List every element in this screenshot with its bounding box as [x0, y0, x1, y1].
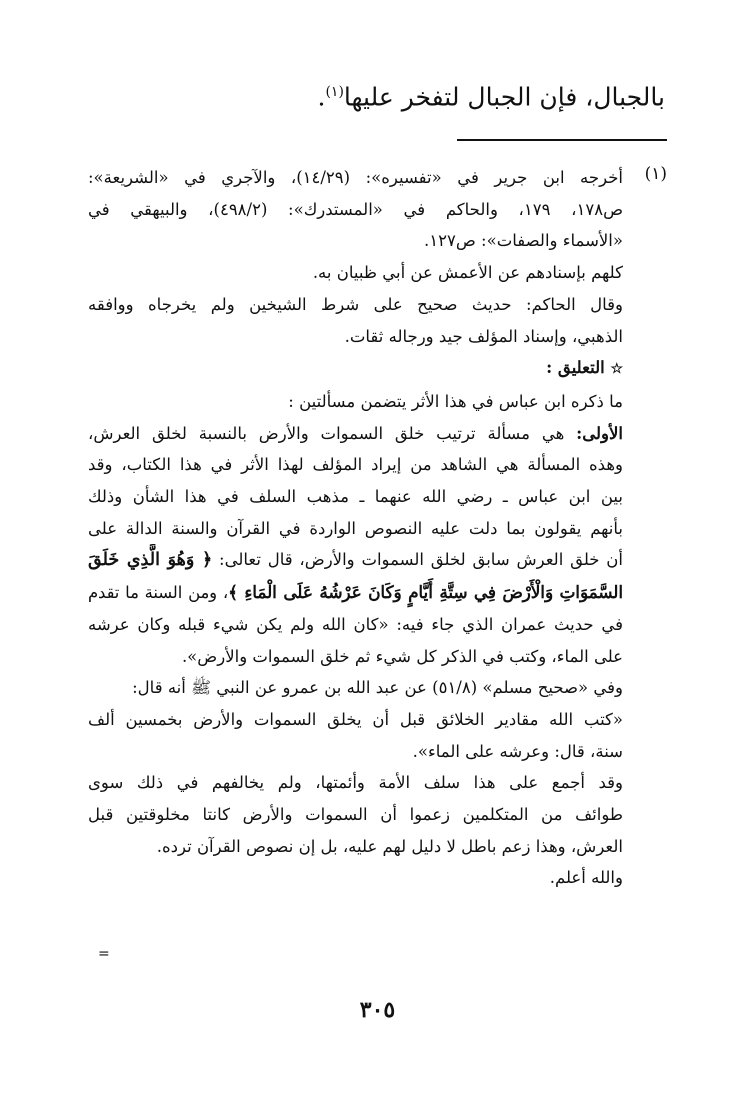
- first-issue-text: هي مسألة ترتيب خلق السموات والأرض بالنسبة لخلق العرش،: [88, 423, 565, 443]
- intro-line: ما ذكره ابن عباس في هذا الأثر يتضمن مسألتين :: [288, 391, 623, 411]
- verse-after: ، ومن السنة ما تقدم: [88, 583, 229, 603]
- first-issue-line: [88, 418, 623, 450]
- footnote-line-5: وقال الحاكم: حديث صحيح على شرط الشيخين ولم يخرجاه ووافقه: [88, 294, 623, 314]
- footnote-body: [88, 162, 623, 894]
- quran-verse-part-1: ﴿ وَهُوَ الَّذِي خَلَقَ: [88, 550, 213, 571]
- paragraph-line-2: بين ابن عباس ـ رضي الله عنهما ـ مذهب السلف في هذا الشأن وذلك: [88, 487, 623, 507]
- consensus-line-3: العرش، وهذا زعم باطل لا دليل لهم عليه، بل إن نصوص القرآن ترده.: [156, 836, 623, 856]
- verse-intro-line: [88, 544, 623, 577]
- footnote-separator: [457, 139, 667, 141]
- consensus-line-1: وقد أجمع على هذا سلف الأمة وأئمتها، ولم يخالفهم في ذلك سوى: [88, 773, 623, 793]
- footnote-line-6: الذهبي، وإسناد المؤلف جيد ورجاله ثقات.: [344, 326, 623, 346]
- ta3liq-heading-line: [88, 352, 623, 386]
- hadith-line-2: على الماء، وكتب في الذكر كل شيء ثم خلق السموات والأرض».: [181, 646, 623, 666]
- footnote-line-2: ص١٧٨، ١٧٩، والحاكم في «المستدرك»: (٤٩٨/٢)، والبيهقي في: [88, 199, 623, 219]
- hadith-line-1: في حديث عمران الذي جاء فيه: «كان الله ولم يكن شيء قبله وكان عرشه: [88, 614, 623, 634]
- footnote-line-1: أخرجه ابن جرير في «تفسيره»: (١٤/٢٩)، والآجري في «الشريعة»:: [88, 168, 623, 187]
- star-icon: ☆: [610, 361, 623, 378]
- consensus-line-2: طوائف من المتكلمين زعموا أن السموات والأرض كانتا مخلوقتين قبل: [88, 805, 623, 825]
- footnote-line-4: كلهم بإسنادهم عن الأعمش عن أبي ظبيان به.: [312, 263, 623, 283]
- paragraph-line-1: وهذه المسألة هي الشاهد من إيراد المؤلف لهذا الأثر في هذا الكتاب، وقد: [88, 455, 623, 475]
- main-text: بالجبال، فإن الجبال لتفخر عليها: [343, 82, 665, 112]
- ta3liq-heading: التعليق :: [546, 358, 605, 378]
- hadith-line-3: وفي «صحيح مسلم» (٥١/٨) عن عبد الله بن عمرو عن النبي ﷺ أنه قال:: [132, 678, 623, 698]
- footnote-line-3: «الأسماء والصفات»: ص١٢٧.: [424, 231, 623, 251]
- main-text-line: [85, 72, 665, 117]
- quran-verse-part-2: السَّمَوَاتِ وَالْأَرْضَ فِي سِتَّةِ أَيَّامٍ وَكَانَ عَرْشُهُ عَلَى الْمَاءِ ﴾: [228, 582, 623, 603]
- verse-line: [88, 577, 623, 609]
- main-text-end: .: [317, 82, 326, 112]
- page-number: ٣٠٥: [359, 997, 396, 1023]
- hadith-line-5: سنة، قال: وعرشه على الماء».: [412, 741, 623, 761]
- verse-intro: أن خلق العرش سابق لخلق السموات والأرض، قال تعالى:: [219, 550, 623, 570]
- footnote-reference: (١): [325, 84, 344, 100]
- closing-line: والله أعلم.: [549, 868, 623, 888]
- hadith-line-4: «كتب الله مقادير الخلائق قبل أن يخلق السموات والأرض بخمسين ألف: [88, 709, 623, 729]
- continuation-mark: =: [98, 946, 110, 962]
- first-issue-label: الأولى:: [576, 423, 623, 443]
- paragraph-line-3: بأنهم يقولون بما دلت عليه النصوص الواردة في القرآن والسنة الدالة على: [88, 518, 623, 538]
- footnote-marker: (١): [644, 164, 667, 184]
